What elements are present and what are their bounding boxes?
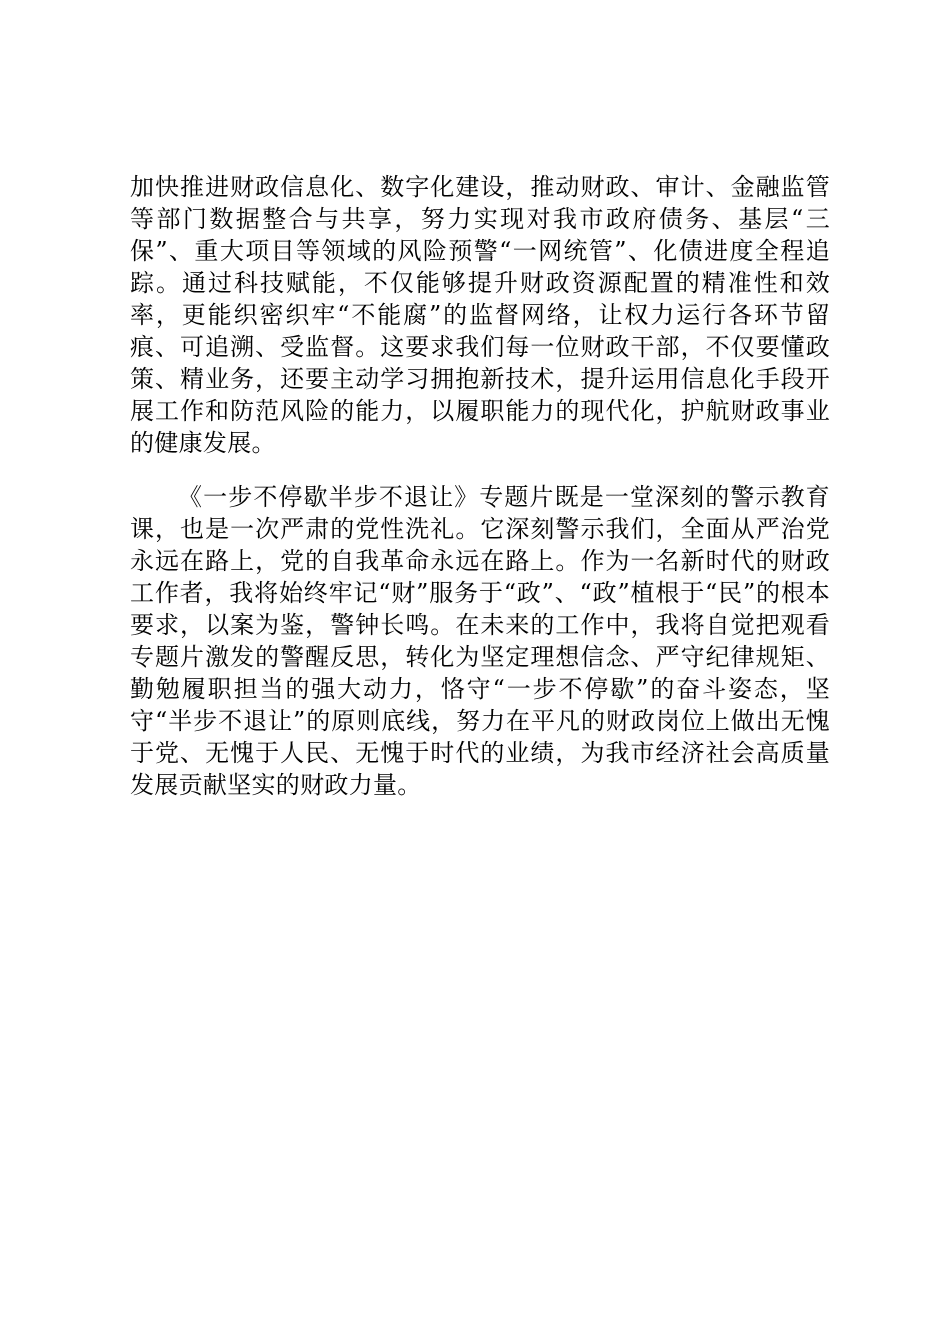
document-body	[130, 171, 830, 801]
paragraph-2: 《一步不停歇半步不退让》专题片既是一堂深刻的警示教育课，也是一次严肃的党性洗礼。它深刻警示我们，全面从严治党永远在路上，党的自我革命永远在路上。作为一名新时代的财政工作者，我将始终牢记“财”服务于“政”、“政”植根于“民”的根本要求，以案为鉴，警钟长鸣。在未来的工作中，我将自觉把观看专题片激发的警醒反思，转化为坚定理想信念、严守纪律规矩、勤勉履职担当的强大动力，恪守“一步不停歇”的奋斗姿态，坚守“半步不退让”的原则底线，努力在平凡的财政岗位上做出无愧于党、无愧于人民、无愧于时代的业绩，为我市经济社会高质量发展贡献坚实的财政力量。	[130, 483, 830, 799]
paragraph-1: 加快推进财政信息化、数字化建设，推动财政、审计、金融监管等部门数据整合与共享，努力实现对我市政府债务、基层“三保”、重大项目等领域的风险预警“一网统管”、化债进度全程追踪。通过科技赋能，不仅能够提升财政资源配置的精准性和效率，更能织密织牢“不能腐”的监督网络，让权力运行各环节留痕、可追溯、受监督。这要求我们每一位财政干部，不仅要懂政策、精业务，还要主动学习拥抱新技术，提升运用信息化手段开展工作和防范风险的能力，以履职能力的现代化，护航财政事业的健康发展。	[130, 173, 830, 457]
